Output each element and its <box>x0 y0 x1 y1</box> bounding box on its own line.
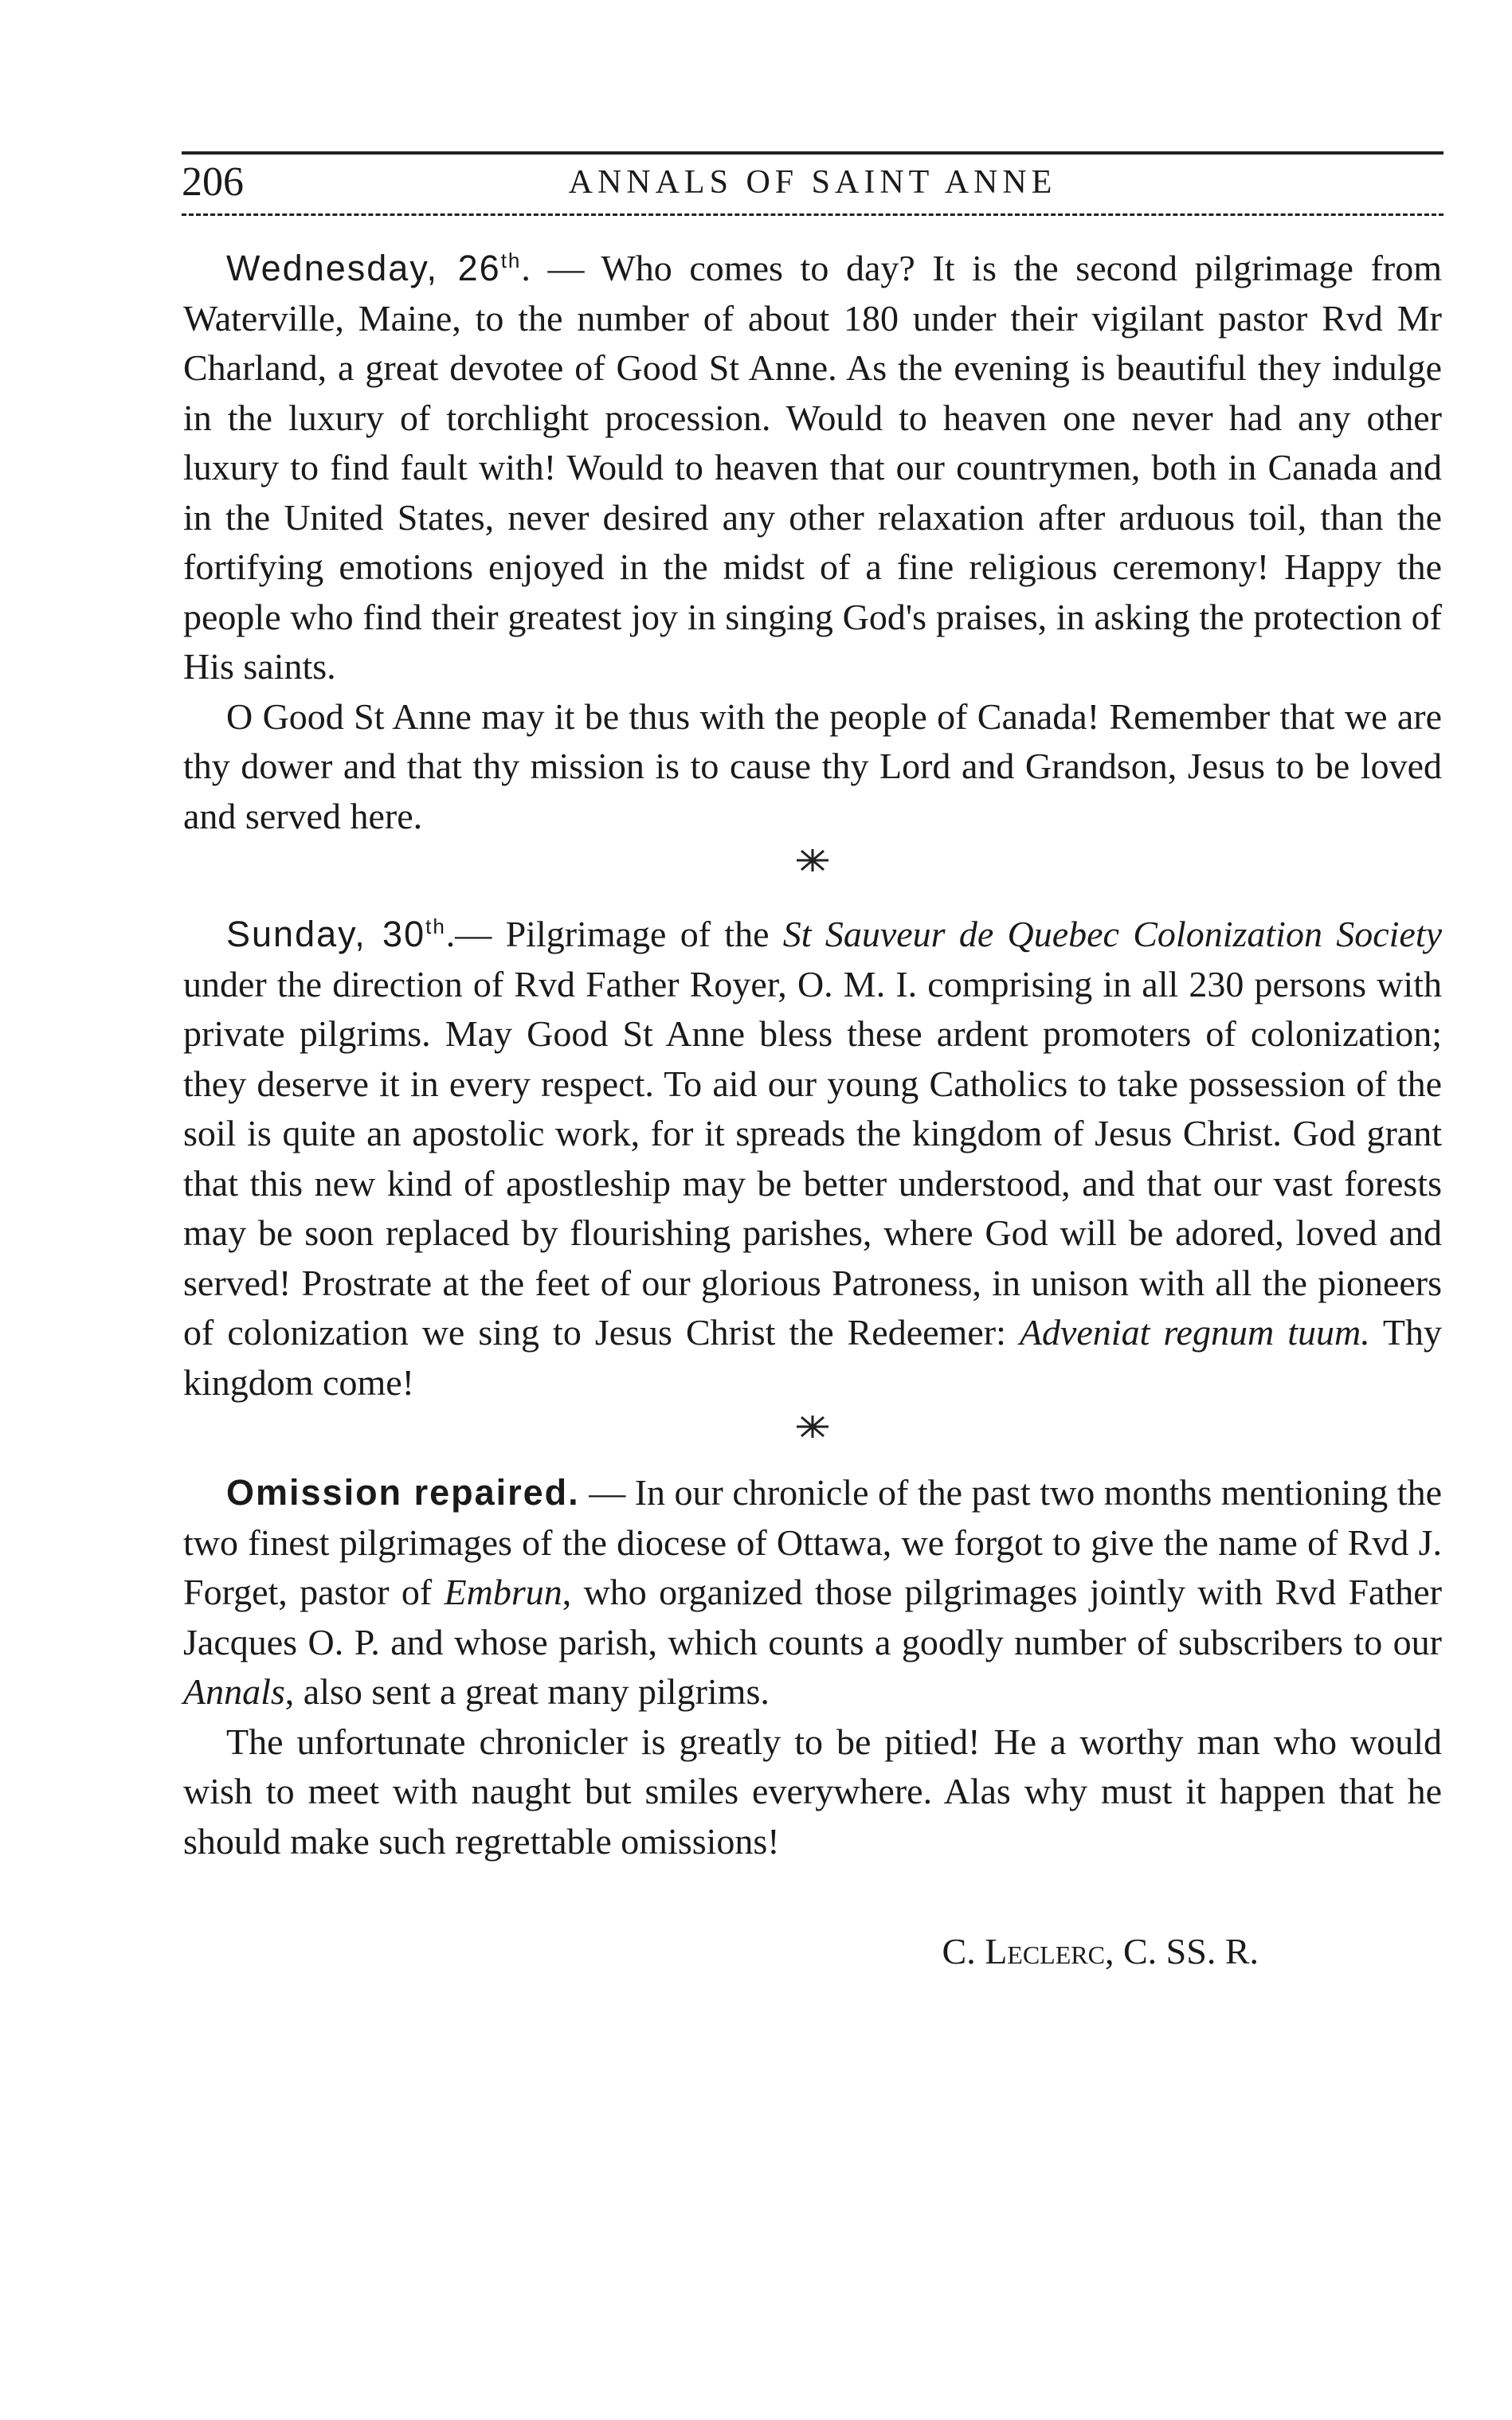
entry-text: , also sent a great many pilgrims. <box>284 1671 770 1712</box>
running-head <box>182 156 1443 209</box>
date-suffix: th <box>500 249 522 272</box>
entry-sunday <box>183 902 1442 1408</box>
entry-date-heading <box>226 914 446 954</box>
entry-text: Who comes to day? It is the second pilgrimage from Waterville, Maine, to the number of about 180 under their vigilant pastor Rvd Mr Charland, a great devotee of Good St Anne. As the evening is beautiful they indulge in the luxury of torchlight procession. Would to heaven one never had any other luxury to find fault with! Would to heaven that our countrymen, both in Canada and in the United States, never desired any other relaxation after arduous toil, than the fortifying emotions enjoyed in the midst of a fine religious ceremony! Happy the people who find their greatest joy in singing God's praises, in asking the protection of His saints. <box>183 248 1443 687</box>
entry-wednesday <box>183 236 1442 692</box>
header-top-rule <box>182 151 1443 155</box>
fleuron-icon <box>789 1411 836 1443</box>
entry-omission <box>183 1468 1442 1717</box>
running-title: ANNALS OF SAINT ANNE <box>568 164 1057 201</box>
entry-text: The unfortunate chronicler is greatly to be pitied! He a worthy man who would wish to meet with naught but smiles everywhere. Alas why must it happen that he should make such regrettable omissions! <box>183 1721 1442 1862</box>
signature-order: C. SS. R. <box>1122 1931 1259 1972</box>
date-suffix: th <box>425 914 446 938</box>
entry-text: O Good St Anne may it be thus with the people of Canada! Remember that we are thy dower and that thy mission is to cause thy Lord and Grandson, Jesus to be loved and served here. <box>183 695 1442 836</box>
entry-omission-paragraph-2 <box>183 1717 1442 1867</box>
society-name: St Sauveur de Quebec Colonization Society <box>782 914 1443 954</box>
heading-dash: — <box>579 1472 635 1513</box>
ornament-divider <box>183 841 1442 902</box>
date-label: Sunday, 30 <box>226 914 426 954</box>
entry-text: under the direction of Rvd Father Royer, O. M. I. comprising in all 230 persons with private pilgrims. May Good St Anne bless these ardent promoters of colonization; they deserve it in every respect. To aid our young Catholics to take possession of the soil is quite an apostolic work, for it spreads the kingdom of Jesus Christ. God grant that this new kind of apostleship may be better understood, and that our vast forests may be soon replaced by flourishing parishes, where God will be adored, loved and served! Prostrate at the feet of our glorious Patroness, in unison with all the pioneers of colonization we sing to Jesus Christ the Redeemer: <box>183 963 1442 1353</box>
date-dash: . — <box>521 248 601 288</box>
body-text <box>183 236 1442 1977</box>
place-name: Embrun <box>444 1572 562 1612</box>
fleuron-icon <box>789 844 836 876</box>
entry-text: , who organized those pilgrimages jointly with Rvd Father Jacques O. P. and whose parish, which counts a goodly number of subscribers to our <box>183 1572 1442 1662</box>
page-number: 206 <box>182 159 244 205</box>
signature: C. Leclerc, C. SS. R. <box>942 1931 1259 1972</box>
entry-date-heading <box>226 248 521 288</box>
ornament-divider <box>183 1408 1442 1468</box>
entry-text: In our chronicle of the past two months mentioning the two finest pilgrimages of the diocese of Ottawa, we forgot to give the name of Rvd J. Forget, pastor of <box>183 1472 1443 1612</box>
signature-name: C. Leclerc <box>942 1931 1105 1972</box>
date-dash: .— <box>445 914 506 954</box>
entry-text: Pilgrimage of the <box>505 914 783 954</box>
entry-text: Thy kingdom come! <box>183 1312 1442 1403</box>
latin-phrase: Adveniat regnum tuum. <box>1019 1312 1370 1353</box>
publication-name: Annals <box>183 1671 285 1712</box>
header-bottom-rule <box>182 213 1443 216</box>
entry-wednesday-paragraph-2 <box>183 692 1442 842</box>
entry-heading: Omission repaired. <box>226 1472 580 1513</box>
date-label: Wednesday, 26 <box>226 248 501 288</box>
